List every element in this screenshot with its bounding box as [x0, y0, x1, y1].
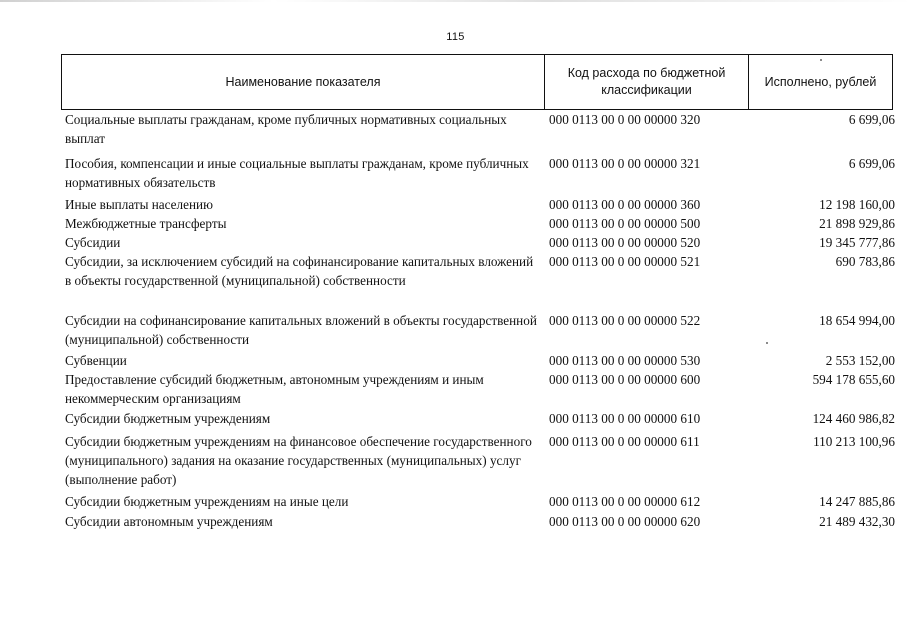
- table-row: [65, 151, 895, 195]
- table-row: [65, 351, 895, 370]
- scan-top-edge: [0, 0, 911, 2]
- table-row: [65, 233, 895, 252]
- row-code: 000 0113 00 0 00 00000 610: [549, 411, 701, 426]
- row-name: Субсидии: [65, 235, 121, 250]
- row-name: Субсидии бюджетным учреждениям на финансовое обеспечение государственного (муниципального) задания на оказание государственных (муниципальных) услуг (выполнение работ): [65, 434, 532, 487]
- row-name: Субвенции: [65, 353, 127, 368]
- header-name: Наименование показателя: [62, 55, 545, 110]
- table-row: [65, 492, 895, 512]
- row-code: 000 0113 00 0 00 00000 600: [549, 372, 701, 387]
- table-row: [65, 252, 895, 311]
- row-name: Иные выплаты населению: [65, 197, 213, 212]
- row-sum: 6 699,06: [848, 112, 895, 127]
- row-code: 000 0113 00 0 00 00000 620: [549, 514, 701, 529]
- table-row: [65, 370, 895, 409]
- table-row: [65, 110, 895, 148]
- row-code: 000 0113 00 0 00 00000 611: [549, 434, 700, 449]
- table-row: [65, 432, 895, 492]
- row-code: 000 0113 00 0 00 00000 530: [549, 353, 701, 368]
- row-code: 000 0113 00 0 00 00000 360: [549, 197, 701, 212]
- row-code: 000 0113 00 0 00 00000 320: [549, 112, 701, 127]
- table-header: [61, 54, 893, 110]
- header-code: Код расхода по бюджетной классификации: [545, 55, 749, 110]
- scan-speck: [766, 342, 768, 344]
- row-sum: 690 783,86: [835, 254, 895, 269]
- row-sum: 19 345 777,86: [819, 235, 895, 250]
- row-code: 000 0113 00 0 00 00000 522: [549, 313, 701, 328]
- row-code: 000 0113 00 0 00 00000 521: [549, 254, 701, 269]
- table-row: [65, 195, 895, 214]
- row-sum: 12 198 160,00: [819, 197, 895, 212]
- row-name: Предоставление субсидий бюджетным, автономным учреждениям и иным некоммерческим организациям: [65, 372, 484, 406]
- row-name: Субсидии автономным учреждениям: [65, 514, 273, 529]
- row-code: 000 0113 00 0 00 00000 500: [549, 216, 701, 231]
- row-code: 000 0113 00 0 00 00000 612: [549, 494, 701, 509]
- row-sum: 18 654 994,00: [819, 313, 895, 328]
- row-sum: 21 898 929,86: [819, 216, 895, 231]
- row-code: 000 0113 00 0 00 00000 520: [549, 235, 701, 250]
- row-sum: 2 553 152,00: [825, 353, 895, 368]
- scan-speck: [820, 59, 822, 61]
- table-row: [65, 214, 895, 233]
- row-name: Межбюджетные трансферты: [65, 216, 227, 231]
- row-sum: 21 489 432,30: [819, 514, 895, 529]
- header-sum: Исполнено, рублей: [749, 55, 893, 110]
- row-sum: 594 178 655,60: [812, 372, 895, 387]
- table-row: [65, 409, 895, 432]
- row-sum: 110 213 100,96: [813, 434, 895, 449]
- row-name: Субсидии бюджетным учреждениям: [65, 411, 271, 426]
- table-row: [65, 512, 895, 531]
- row-name: Пособия, компенсации и иные социальные выплаты гражданам, кроме публичных нормативных обязательств: [65, 156, 529, 190]
- table-row: [65, 311, 895, 351]
- table-body: [65, 110, 895, 531]
- row-name: Субсидии на софинансирование капитальных вложений в объекты государственной (муниципальной) собственности: [65, 313, 537, 347]
- row-name: Субсидии бюджетным учреждениям на иные цели: [65, 494, 349, 509]
- page-number: 115: [446, 31, 465, 43]
- row-sum: 14 247 885,86: [819, 494, 895, 509]
- row-name: Субсидии, за исключением субсидий на софинансирование капитальных вложений в объекты государственной (муниципальной) собственности: [65, 254, 534, 288]
- row-sum: 6 699,06: [848, 156, 895, 171]
- row-name: Социальные выплаты гражданам, кроме публичных нормативных социальных выплат: [65, 112, 507, 146]
- row-code: 000 0113 00 0 00 00000 321: [549, 156, 701, 171]
- row-sum: 124 460 986,82: [812, 411, 895, 426]
